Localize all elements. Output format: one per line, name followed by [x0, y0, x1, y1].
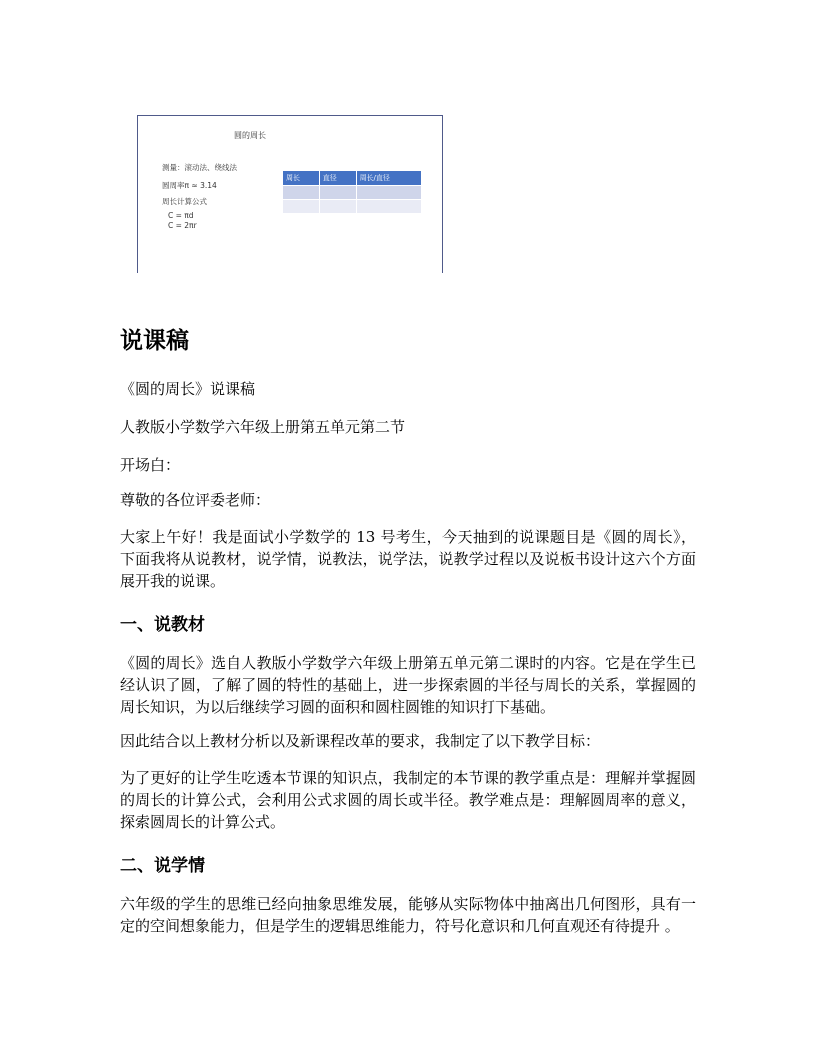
- objectives-paragraph: 因此结合以上教材分析以及新课程改革的要求，我制定了以下教学目标：: [120, 732, 601, 750]
- intro-paragraph: 大家上午好！我是面试小学数学的 13 号考生，今天抽到的说课题目是《圆的周长》，下面我将从说教材，说学情，说教法，说学法，说教学过程以及说板书设计这六个方面展开我的说课。: [120, 528, 696, 590]
- table-header-circumference: 周长: [283, 171, 320, 186]
- board-line-formula-heading: 周长计算公式: [162, 197, 207, 206]
- section-heading-students: 二、说学情: [120, 856, 205, 876]
- opening-label: 开场白：: [120, 456, 181, 474]
- table-row: [283, 200, 422, 214]
- greeting: 尊敬的各位评委老师：: [120, 491, 271, 509]
- document-title: 说课稿: [120, 328, 189, 354]
- key-points-paragraph: 为了更好的让学生吃透本节课的知识点，我制定的本节课的教学重点是：理解并掌握圆的周长的计算公式，会利用公式求圆的周长或半径。教学难点是：理解圆周率的意义，探索圆周长的计算公式。: [120, 769, 696, 831]
- lesson-title-line: 《圆的周长》说课稿: [120, 380, 256, 398]
- table-header-diameter: 直径: [319, 171, 356, 186]
- table-header-ratio: 周长/直径: [356, 171, 421, 186]
- board-formula-radius: C = 2πr: [168, 221, 197, 230]
- textbook-info: 人教版小学数学六年级上册第五单元第二节: [120, 418, 406, 436]
- table-row: [283, 186, 422, 200]
- measurement-table: [282, 170, 422, 214]
- textbook-paragraph: 《圆的周长》选自人教版小学数学六年级上册第五单元第二课时的内容。它是在学生已经认识了圆，了解了圆的特性的基础上，进一步探索圆的半径与周长的关系，掌握圆的周长知识，为以后继续学习圆的面积和圆柱圆锥的知识打下基础。: [120, 654, 696, 716]
- section-heading-textbook: 一、说教材: [120, 615, 205, 635]
- board-line-pi: 圆周率π ≈ 3.14: [162, 181, 217, 190]
- board-formula-diameter: C = πd: [168, 211, 194, 220]
- blackboard-design-figure: [137, 115, 443, 273]
- students-paragraph: 六年级的学生的思维已经向抽象思维发展，能够从实际物体中抽离出几何图形，具有一定的空间想象能力，但是学生的逻辑思维能力，符号化意识和几何直观还有待提升 。: [120, 895, 696, 935]
- board-line-measure: 测量：滚动法、绕线法: [162, 163, 237, 172]
- board-title: 圆的周长: [234, 131, 266, 140]
